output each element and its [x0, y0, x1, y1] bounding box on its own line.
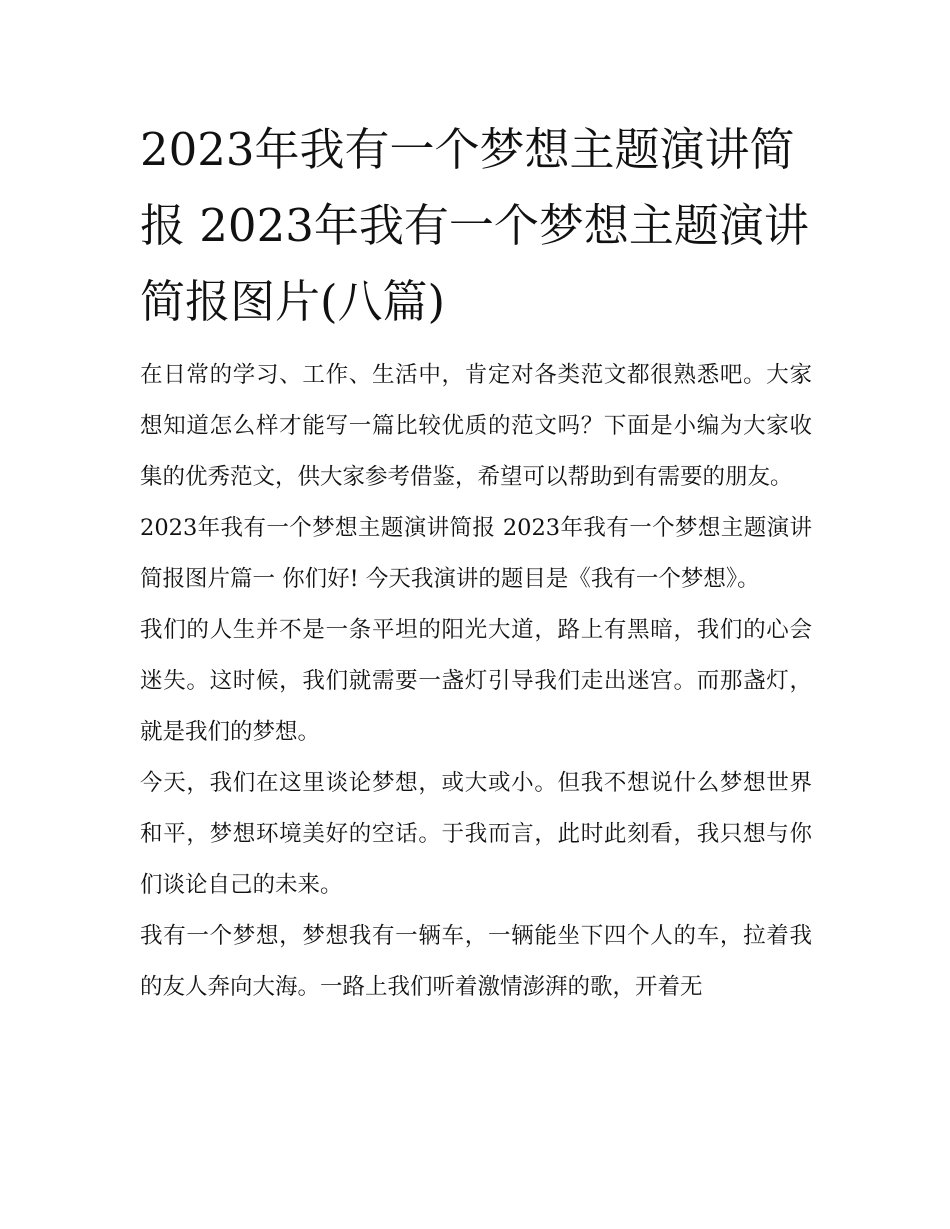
- document-title: 2023年我有一个梦想主题演讲简报 2023年我有一个梦想主题演讲简报图片(八篇): [140, 123, 809, 328]
- paragraph-body: 我有一个梦想，梦想我有一辆车，一辆能坐下四个人的车，拉着我的友人奔向大海。一路上我们听着激情澎湃的歌，开着无: [140, 923, 812, 1000]
- paragraph-body: 今天，我们在这里谈论梦想，或大或小。但我不想说什么梦想世界和平，梦想环境美好的空话。于我而言，此时此刻看，我只想与你们谈论自己的未来。: [140, 770, 812, 898]
- document-body: [140, 112, 812, 1013]
- paragraph-section-heading: 2023年我有一个梦想主题演讲简报 2023年我有一个梦想主题演讲简报图片篇一 你们好! 今天我演讲的题目是《我有一个梦想》。: [140, 515, 812, 592]
- paragraph-intro: 在日常的学习、工作、生活中，肯定对各类范文都很熟悉吧。大家想知道怎么样才能写一篇比较优质的范文吗？下面是小编为大家收集的优秀范文，供大家参考借鉴，希望可以帮助到有需要的朋友。: [140, 362, 812, 490]
- paragraph-body: 我们的人生并不是一条平坦的阳光大道，路上有黑暗，我们的心会迷失。这时候，我们就需要一盏灯引导我们走出迷宫。而那盏灯，就是我们的梦想。: [140, 617, 812, 745]
